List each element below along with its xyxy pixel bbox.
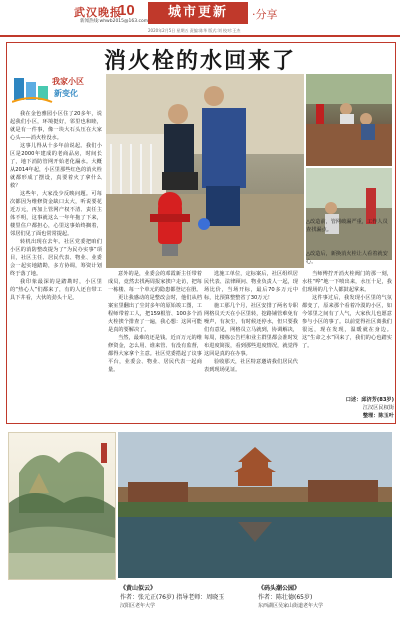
paragraph: 意外的是，业委会的邓霞新主任带着成员，竟然去找两周报家挨户走访，把每一栋楼、每一个单元的隐患都登记在册。 [108,271,202,293]
article-column-4 [302,270,392,392]
paragraph: 更让我感动的是整改会时，他们从档案室里翻出了尘封多年的原始竣工图，工程师带着工人，把159根管、100多个消火栓挨个排查了一遍，我心想：这回可能是真的要解决了。 [108,295,202,333]
page-meta: 2020年2月5日 星期五 责编:陈华 版式:刘 校对:王杰 [148,28,241,33]
paragraph: 当然，最难的还是钱。近百万元的维修资金，怎么用、谁来管、有没有监督，都得大家拿个主意。社区党委搭起了议事平台，业委会、物业、居民代表一起商量。 [108,335,202,373]
paragraph: 当师傅拧开消火栓阀门的那一刻，水柱“哗”地一下喷出来，水压十足，我们现场的几个人都鼓起掌来。 [302,271,392,293]
hotline: 新闻热线:whwb2015@163.com [80,19,149,24]
artwork-institution: 东西湖区吴家山街道老年大学 [258,603,324,609]
column-logo-line1: 我家小区 [52,77,84,86]
paragraph: 这件事过后，我发现小区里的气氛都变了，原来那个看着冷漠的小区，如今邻里之间有了人气，大家伙儿也愿意参与小区的事了。以前觉得社区离我们很远，现在发现，温暖就在身边。这“生命之水”回来了，我们的心也踏实了。 [302,295,392,349]
artwork-title: 《黄山似云》 [120,585,157,592]
article-column-1 [10,110,102,420]
paragraph: 施工那几个月，社区安排了两名专职网格员天天在小区里转，挖路铺管难免有噪声，有灰尘，有时候还停水，但只要我们有意见，网格员立马就到，协调解决，每周，楼栋公告栏和业主群里都会准时发布进度简报，看到那些进度情况，就觉得这回是真的在办事。 [204,303,298,357]
artwork-photo [118,432,392,578]
artwork-institution: 汉阳区老年大学 [120,603,156,609]
artwork-painting [8,432,116,580]
narrator-address: 江汉区民权街 [362,405,394,411]
artwork-caption-1 [120,584,270,611]
paragraph: 这些年，大家没少反映问题。可每次都因为维修资金缺口太大，听说要花近万元，再加上管网产权不清、责任主体不明，这事就这么一年年拖了下来，楼里住户都担心，心里这事始终搁着，邻居们见了面也常常提起。 [10,191,102,237]
artwork-author: 作者：陈壮德(65岁) [258,594,313,601]
page-number: 10 [118,2,135,19]
column-logo-line2: 新变化 [54,89,78,98]
paragraph: 转机出现在去年。社区党委把咱们小区的消防整改提为了“为民办实事”项目，社区主任、居民代表、物业、业委会一起实地踏勘，多方协调，筹资计划终于落了地。 [10,239,102,277]
paragraph: 我印象最深的是踏勘时，小区里的“热心人”们都来了，有的人还自带工具下井看，大伙的劲头十足。 [10,279,102,301]
artwork-author: 作者：张元正(76岁) [120,594,175,601]
article-column-2 [108,270,202,420]
article-headline: 消火栓的水回来了 [103,49,296,74]
narrator: 口述：邱济芳(83岁) [345,397,394,403]
section-title: 城市更新 [148,2,248,24]
newspaper-name: 武汉晚报 [74,6,122,19]
paragraph: 选施工单位，定标案后，社区组织居民代表、法律顾问、物业负责人一起，现场比价，当场开标，最后70多万元中标，比预算整整省了30万元！ [204,271,298,301]
paragraph: 验收那天，社区特意邀请我们居民代表到现场见证。 [204,359,298,373]
paragraph: 我在金色雅园小区住了20多年，说起我们小区，环境挺好，邻里也和睦，就是有一件事，像一块大石头压在大家心头——消火栓没水。 [10,111,102,141]
logo-building-icon [14,78,24,100]
artwork-mentor: 指导老师：周晓玉 [176,594,225,601]
photo-before [306,74,392,166]
section-subtitle: ·分享 [252,8,278,21]
header-rule [0,35,400,37]
artwork-title: 《码头潮公园》 [258,585,301,592]
article-column-3 [204,270,298,420]
photo-caption-before: △改造前，管网破漏严重，工作人员查找漏点。 [306,219,388,233]
seal-stamp-icon [101,443,107,463]
article-byline [316,396,394,420]
editor: 整理：陈玉叶 [362,413,394,419]
main-photo [106,74,304,268]
paragraph: 这事儿得从十多年前说起。我们小区是2000年建成的老商品房，时间长了，地下消防管网开始老化漏水。大概从2014年起，小区里那些红色的消火栓就都形成了摆设，真要着火了拿什么救？ [10,143,102,189]
photo-caption-after: △改造后，新换消火栓让人看着就安心。 [306,251,388,265]
photo-after [306,168,392,260]
artwork-caption-2 [258,584,398,611]
